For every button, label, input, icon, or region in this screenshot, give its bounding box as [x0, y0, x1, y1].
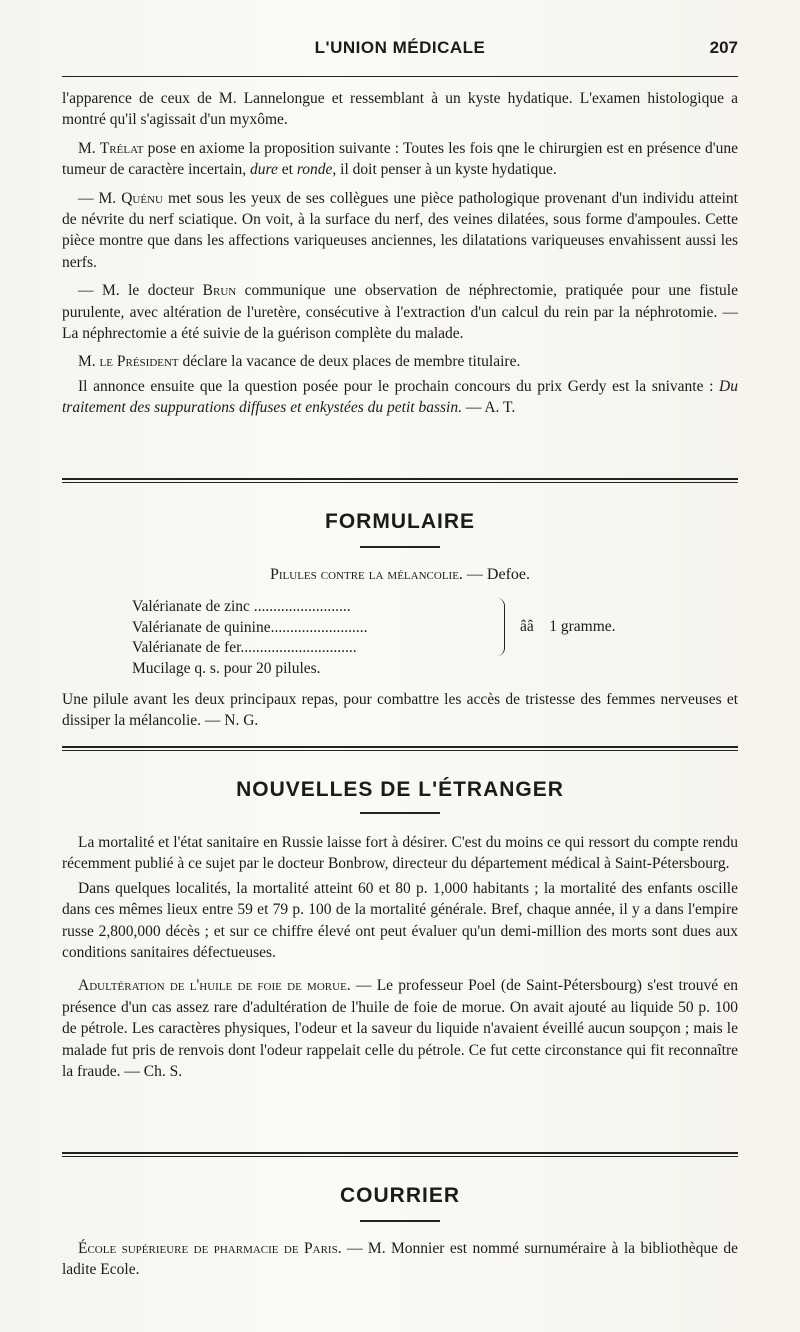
name-brun: Brun	[202, 282, 237, 300]
section-rule-formulaire	[62, 478, 738, 483]
nouvelles-paragraph-2: Dans quelques localités, la mortalité atteint 60 et 80 p. 1,000 habitants ; la mortalité des enfants oscille dans ces mêmes lieux entre 59 et 79 p. 100 de la mortalité générale. Bref, chaque année, il y a dans l'empire russe 2,800,000 décès ; et sur ce chiffre élevé ont peut évaluer qu'un demi-million des morts sont dues aux conditions sanitaires défectueuses.	[62, 879, 738, 962]
intro-paragraph-2: M. Trélat pose en axiome la proposition suivante : Toutes les fois qne le chirurgien est en présence d'une tumeur de caractère incertain, dure et ronde, il doit penser à un kyste hydatique.	[62, 139, 738, 179]
section-rule-nouvelles	[62, 746, 738, 751]
intro-paragraph-1: l'apparence de ceux de M. Lannelongue et ressemblant à un kyste hydatique. L'examen histologique a montré qu'il s'agissait d'un myxôme.	[62, 90, 738, 129]
ingredient-quinine: Valérianate de quinine.........................	[132, 618, 368, 636]
name-trelat: Trélat	[99, 139, 144, 157]
running-header	[62, 34, 738, 64]
intro-paragraph-3: — M. Quénu met sous les yeux de ses collègues une pièce pathologique provenant d'un individu atteint de névrite du nerf sciatique. On voit, à la surface du nerf, des veines dilatées, sous forme d'ampoules. Cette pièce montre que dans les affections variqueuses anciennes, les dilatations variqueuses envahissent aussi les nerfs.	[62, 189, 738, 271]
section-title-formulaire: FORMULAIRE	[325, 510, 475, 533]
recipe-ingredients	[132, 597, 367, 679]
title-underline	[360, 812, 440, 814]
ingredient-brace	[494, 598, 505, 656]
section-title-courrier: COURRIER	[339, 1184, 460, 1207]
ingredient-zinc: Valérianate de zinc .........................	[132, 598, 351, 615]
nouvelles-section	[62, 832, 738, 1082]
name-president: le Président	[99, 353, 179, 371]
nouvelles-paragraph-3: Adultération de l'huile de foie de morue. — Le professeur Poel (de Saint-Pétersbourg) s'est trouvé en présence d'un cas assez rare d'adultération de l'huile de foie de morue. On avait ajouté au liquide 50 p. 100 de pétrole. Les caractères physiques, l'odeur et la saveur du liquide n'avaient éveillé aucun soupçon ; mais le malade fut pris de renvois dont l'odeur rappelait celle du pétrole. Ce fut cette circonstance qui fit reconnaître la fraude. — Ch. S.	[62, 977, 738, 1081]
mucilage-line: Mucilage q. s. pour 20 pilules.	[132, 659, 321, 677]
prize-subject: Du traitement des suppurations diffuses et enkystées du petit bassin.	[62, 377, 738, 417]
page-number: 207	[709, 38, 738, 57]
name-quenu: Quénu	[121, 189, 163, 207]
intro-paragraph-6: Il annonce ensuite que la question posée pour le prochain concours du prix Gerdy est la snivante : Du traitement des suppurations diffuses et enkystées du petit bassin. — A. T.	[62, 377, 738, 417]
intro-section	[62, 88, 738, 419]
ingredient-fer: Valérianate de fer..............................	[132, 639, 357, 657]
pharmacie-heading: École supérieure de pharmacie de Paris.	[78, 1240, 342, 1257]
intro-paragraph-4: — M. le docteur Brun communique une observation de néphrectomie, pratiquée pour une fistule purulente, avec altération de l'uretère, consécutive à l'extraction d'un calcul du rein par la néphrotomie. — La néphrectomie a été suivie de la guérison complète du malade.	[62, 282, 738, 343]
recipe-instructions: Une pilule avant les deux principaux repas, pour combattre les accès de tristesse des femmes nerveuses et dissiper la mélancolie. — N. G.	[62, 691, 738, 730]
recipe-title: Pilules contre la mélancolie. — Defoe.	[269, 566, 531, 583]
nouvelles-paragraph-1: La mortalité et l'état sanitaire en Russie laisse fort à désirer. C'est du moins ce qui ressort du compte rendu récemment publié à ce sujet par le docteur Bonbrow, directeur du département médical à Saint-Pétersbourg.	[62, 834, 738, 873]
title-underline	[360, 1220, 440, 1222]
journal-title: L'UNION MÉDICALE	[314, 38, 486, 57]
recipe-dose: ââ 1 gramme.	[520, 618, 616, 635]
section-rule-courrier	[62, 1152, 738, 1157]
title-underline	[360, 546, 440, 548]
adulteration-heading: Adultération de l'huile de foie de morue.	[78, 977, 351, 995]
courrier-section	[62, 1238, 738, 1281]
courrier-paragraph-1: École supérieure de pharmacie de Paris. — M. Monnier est nommé surnuméraire à la bibliothèque de ladite Ecole.	[62, 1240, 738, 1279]
intro-paragraph-5: M. le Président déclare la vacance de deux places de membre titulaire.	[78, 353, 521, 371]
section-title-nouvelles: NOUVELLES DE L'ÉTRANGER	[236, 778, 564, 801]
header-rule	[62, 76, 738, 77]
